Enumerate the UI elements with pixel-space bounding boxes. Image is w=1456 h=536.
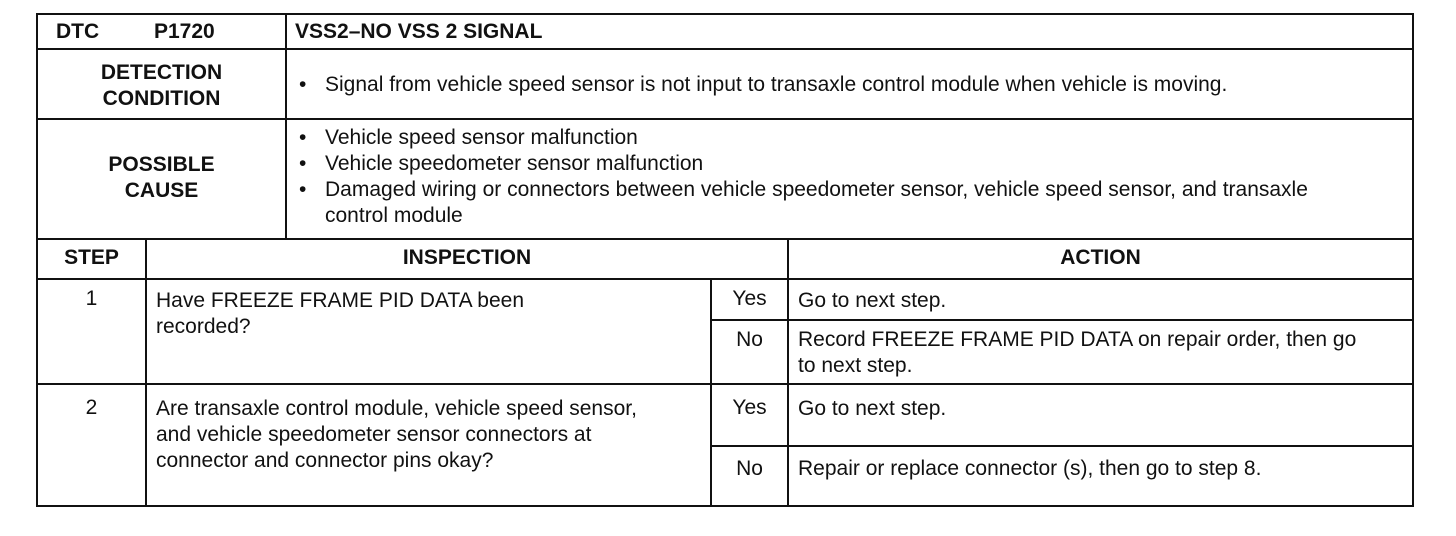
- dtc-procedure-table: [36, 13, 1414, 507]
- column-header-inspection: INSPECTION: [402, 246, 532, 269]
- action-yes: Go to next step.: [798, 289, 947, 312]
- step-inspection: Have FREEZE FRAME PID DATA been recorded?: [156, 289, 524, 338]
- answer-no: No: [736, 328, 763, 351]
- rule-label-column: [285, 15, 287, 239]
- cause-label-line2: CAUSE: [124, 179, 199, 202]
- cause-list: [289, 125, 1369, 229]
- rule-step-column: [145, 239, 147, 505]
- rule-below-detection: [38, 118, 1412, 120]
- list-item: • Vehicle speedometer sensor malfunction: [289, 151, 1369, 177]
- action-no: Repair or replace connector (s), then go to step 8.: [798, 457, 1262, 480]
- answer-no: No: [736, 457, 763, 480]
- list-item: • Signal from vehicle speed sensor is not input to transaxle control module when vehicle is moving.: [289, 72, 1407, 98]
- rule-step2-yes-no: [710, 445, 1412, 447]
- rule-inspection-column: [787, 239, 789, 505]
- cause-label: [38, 152, 285, 204]
- step-number: 1: [85, 287, 98, 310]
- action-no: Record FREEZE FRAME PID DATA on repair order, then go to next step.: [798, 328, 1357, 377]
- list-item: • Vehicle speed sensor malfunction: [289, 125, 1369, 151]
- step-number: 2: [85, 396, 98, 419]
- action-yes: Go to next step.: [798, 397, 947, 420]
- detection-list: [289, 72, 1407, 98]
- detection-label: [38, 60, 285, 112]
- list-item: • Damaged wiring or connectors between vehicle speedometer sensor, vehicle speed sensor, and transaxle control module: [289, 177, 1369, 229]
- rule-below-cause: [38, 238, 1412, 240]
- dtc-label: DTC: [56, 20, 100, 43]
- detection-label-line1: DETECTION: [100, 61, 223, 84]
- column-header-step: STEP: [64, 246, 119, 269]
- answer-yes: Yes: [732, 287, 767, 310]
- column-header-action: ACTION: [1060, 246, 1141, 269]
- cause-label-line1: POSSIBLE: [108, 153, 215, 176]
- rule-below-step1: [38, 383, 1412, 385]
- rule-step1-yes-no: [710, 319, 1412, 321]
- answer-yes: Yes: [732, 396, 767, 419]
- detection-label-line2: CONDITION: [102, 87, 221, 110]
- rule-below-column-headers: [38, 278, 1412, 280]
- step-inspection: Are transaxle control module, vehicle speed sensor, and vehicle speedometer sensor connectors at connector and connector pins okay?: [156, 397, 637, 472]
- dtc-code: P1720: [154, 20, 215, 43]
- rule-below-header: [38, 48, 1412, 50]
- page-title: VSS2–NO VSS 2 SIGNAL: [295, 20, 543, 43]
